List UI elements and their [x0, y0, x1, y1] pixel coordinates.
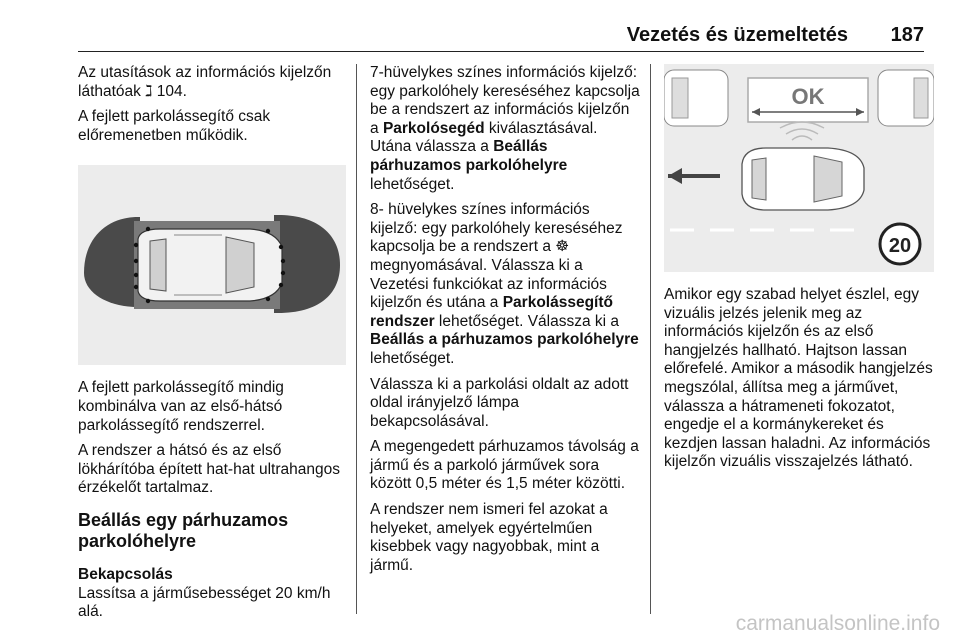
steering-wheel-icon: ☸ — [555, 238, 570, 256]
column-left — [78, 64, 346, 629]
paragraph-limits: A rendszer nem ismeri fel azokat a helyeket, amelyek egyértelműen kisebbek vagy nagyobbak, mint a jármű. — [370, 501, 608, 574]
paragraph-procedure: Amikor egy szabad helyet észlel, egy vizuális jelzés jelenik meg az információs kijelzőn és az első hangjelzés hallható. Hajtson lassan előrefelé. Amikor a második hangjelzés megszólal, állítsa meg a járművet, válassza a hátrameneti fokozatot, engedje el a kormánykereket és kezdjen lassan haladni. Az információs kijelzőn vizuális visszajelzés látható. — [664, 286, 933, 471]
sensor-coverage-figure — [78, 165, 346, 365]
front-sensor-zone — [274, 215, 340, 313]
subsection-heading: Bekapcsolás — [78, 565, 173, 583]
paragraph-sensors: A rendszer a hátsó és az első lökhárítóba épített hat-hat ultrahangos érzékelőt tartalmaz. — [78, 442, 340, 497]
column-divider — [650, 64, 651, 614]
parking-space-figure — [664, 64, 934, 272]
car-windshield — [226, 237, 254, 293]
paragraph-forward-only: A fejlett parkolássegítő csak előremenetben működik. — [78, 108, 271, 144]
column-middle — [370, 64, 640, 582]
paragraph-distance: A megengedett párhuzamos távolság a jármű és a parkoló járművek sora között 0,5 méter és 1,5 méter közötti. — [370, 438, 639, 493]
sensor-coverage-illustration — [78, 165, 346, 365]
page-number: 187 — [890, 24, 924, 46]
rear-sensor-zone — [84, 217, 140, 307]
header-divider — [78, 51, 924, 52]
page-header — [0, 0, 960, 54]
parking-space-illustration — [664, 64, 934, 272]
car-rear-window — [150, 239, 166, 291]
paragraph-instructions: Az utasítások az információs kijelzőn láthatóak ℷ 104. — [78, 64, 332, 100]
paragraph-parking-side: Válassza ki a parkolási oldalt az adott oldal irányjelző lámpa bekapcsolásával. — [370, 375, 629, 430]
paragraph-combined-system: A fejlett parkolássegítő mindig kombinálva van az első-hátsó parkolássegítő rendszerrel. — [78, 379, 284, 434]
page-reference-arrow-icon: ℷ — [145, 82, 153, 100]
paragraph-speed: Lassítsa a járműsebességet 20 km/h alá. — [78, 584, 331, 621]
column-divider — [356, 64, 357, 614]
ok-label: OK — [791, 84, 825, 109]
paragraph-7inch-display: 7-hüvelykes színes információs kijelző: egy parkolóhely kereséséhez kapcsolja be a rendszert az információs kijelzőn a Parkolósegéd kiválasztásával. Utána válassza a Beállás párhuzamos parkolóhelyre lehetőséget. — [370, 64, 640, 193]
watermark: carmanualsonline.info — [735, 612, 940, 635]
section-title: Vezetés és üzemeltetés — [626, 24, 848, 46]
section-heading: Beállás egy párhuzamos parkolóhelyre — [78, 509, 289, 551]
paragraph-8inch-display: 8- hüvelykes színes információs kijelző: egy parkolóhely kereséséhez kapcsolja be a rendszert a ☸ megnyomásával. Válassza ki a Vezetési funkciókat az információs kijelzőn és utána a Parkolássegítő rendszer lehetőséget. Válassza ki a Beállás a párhuzamos parkolóhelyre lehetőséget. — [370, 201, 639, 367]
speed-limit-value: 20 — [888, 235, 912, 257]
column-right — [664, 64, 934, 479]
